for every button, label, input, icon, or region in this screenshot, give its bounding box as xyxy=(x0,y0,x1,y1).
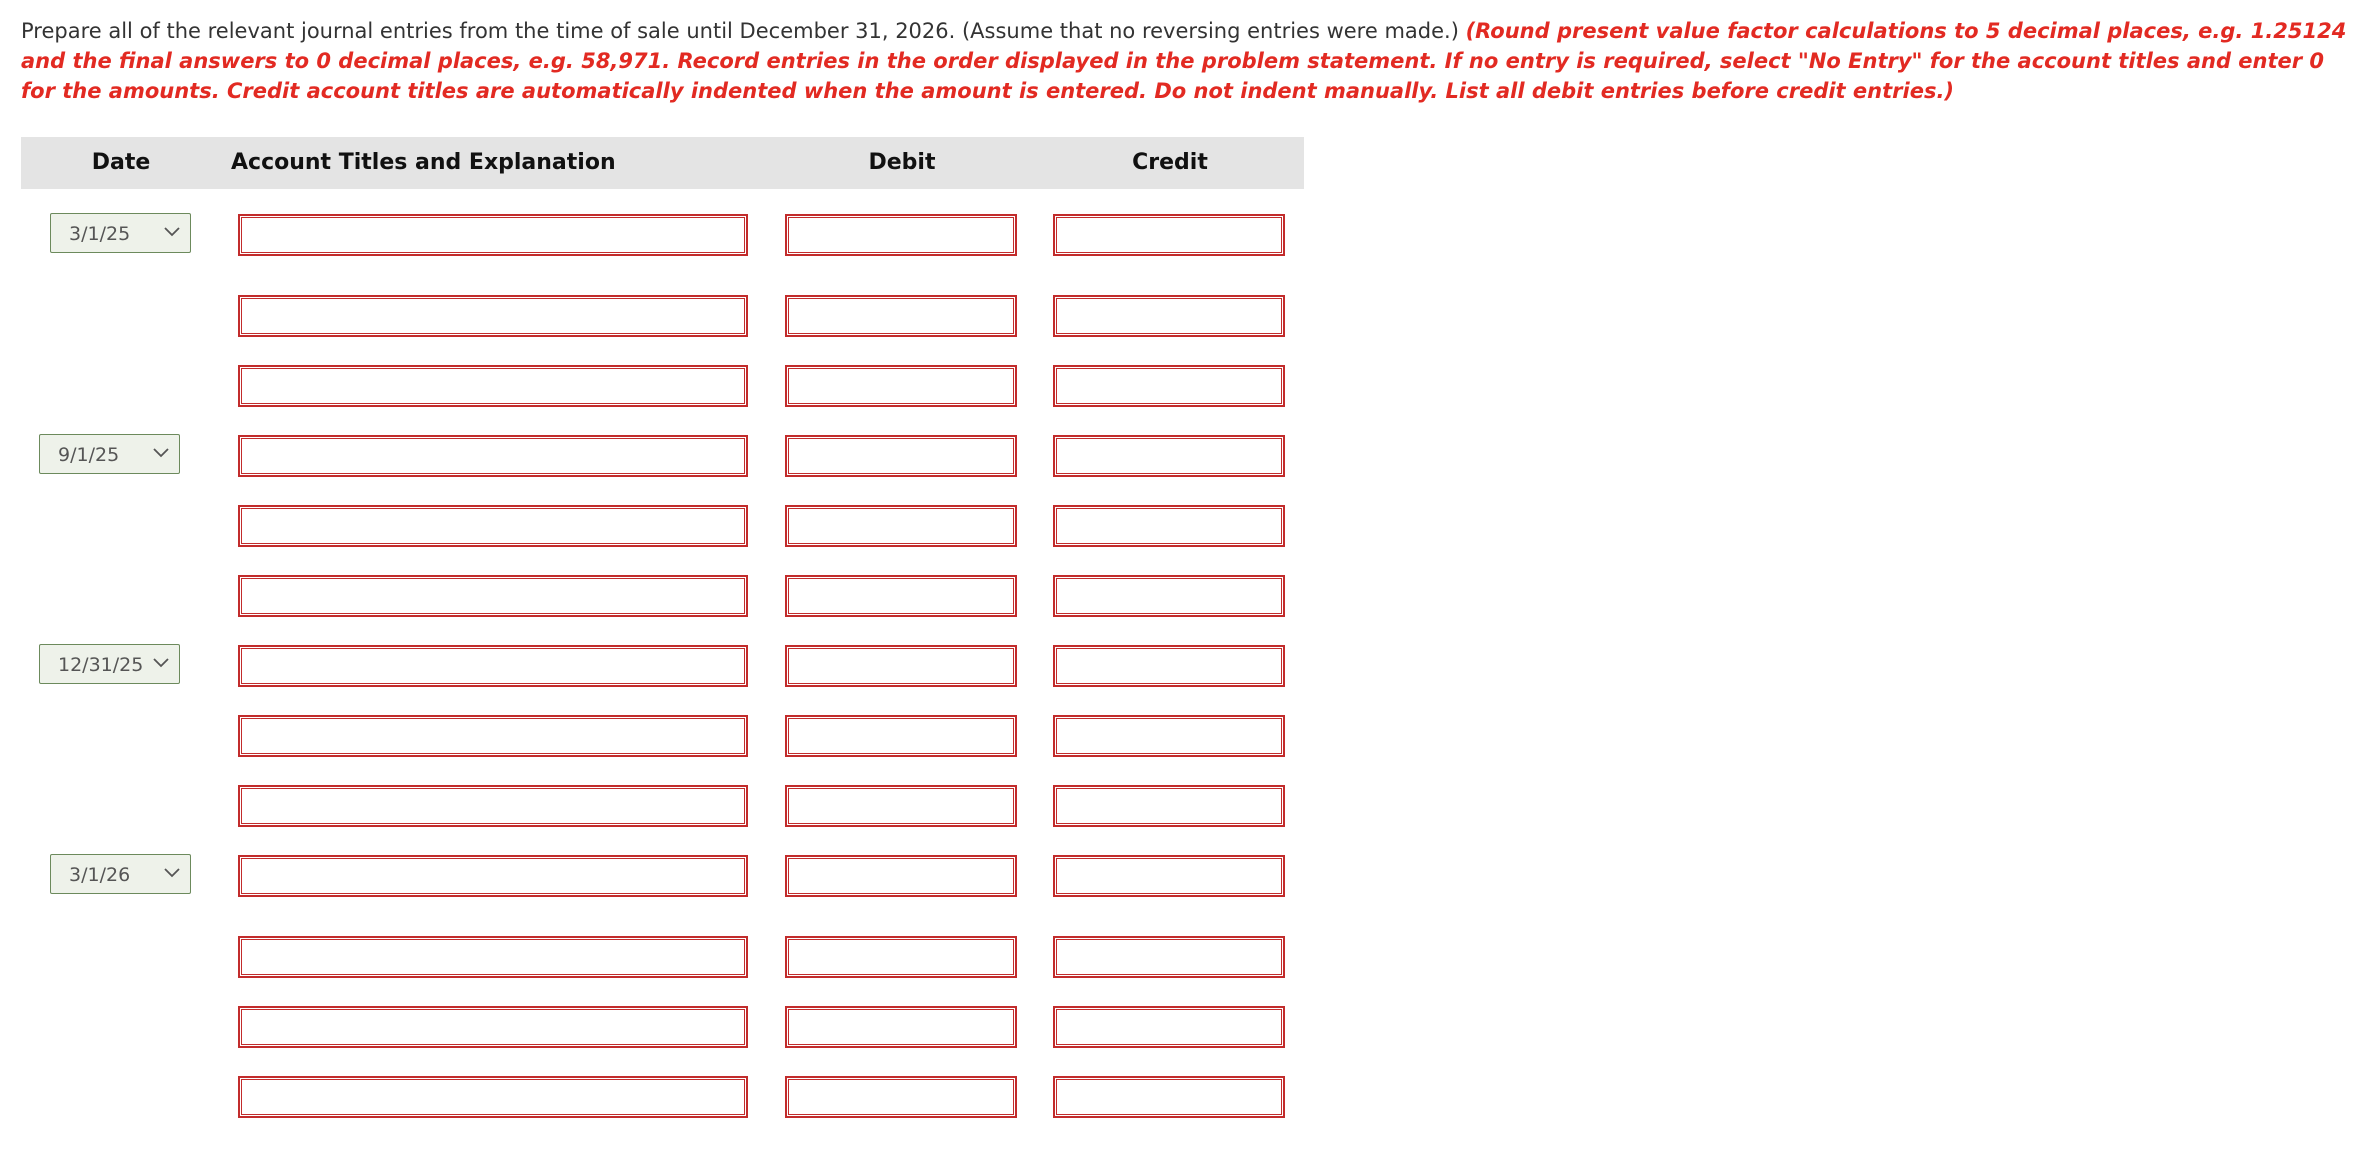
account-title-input[interactable] xyxy=(241,718,745,754)
credit-input[interactable] xyxy=(1056,217,1282,253)
debit-input-wrapper xyxy=(785,365,1017,407)
debit-input[interactable] xyxy=(788,648,1014,684)
table-row xyxy=(21,936,1304,978)
date-header: Date xyxy=(91,150,151,175)
table-row xyxy=(21,505,1304,547)
credit-input-wrapper xyxy=(1053,505,1285,547)
date-select-value: 3/1/25 xyxy=(69,223,131,245)
credit-input[interactable] xyxy=(1056,578,1282,614)
debit-input[interactable] xyxy=(788,788,1014,824)
debit-input[interactable] xyxy=(788,858,1014,894)
debit-input[interactable] xyxy=(788,1079,1014,1115)
credit-input[interactable] xyxy=(1056,648,1282,684)
credit-input[interactable] xyxy=(1056,508,1282,544)
account-title-input[interactable] xyxy=(241,217,745,253)
credit-input-wrapper xyxy=(1053,715,1285,757)
date-select[interactable] xyxy=(50,854,191,894)
account-title-input[interactable] xyxy=(241,1009,745,1045)
debit-input-wrapper xyxy=(785,1076,1017,1118)
account-title-input[interactable] xyxy=(241,1079,745,1115)
account-title-input-wrapper xyxy=(238,1006,748,1048)
account-title-input-wrapper xyxy=(238,214,748,256)
table-row xyxy=(21,295,1304,337)
credit-input-wrapper xyxy=(1053,575,1285,617)
account-title-input-wrapper xyxy=(238,365,748,407)
account-title-input[interactable] xyxy=(241,508,745,544)
table-row xyxy=(21,715,1304,757)
credit-input-wrapper xyxy=(1053,1006,1285,1048)
table-row xyxy=(21,435,1304,477)
credit-input[interactable] xyxy=(1056,718,1282,754)
date-select[interactable] xyxy=(39,644,180,684)
credit-input-wrapper xyxy=(1053,785,1285,827)
credit-input-wrapper xyxy=(1053,214,1285,256)
credit-input[interactable] xyxy=(1056,298,1282,334)
table-row xyxy=(21,365,1304,407)
debit-input-wrapper xyxy=(785,295,1017,337)
account-title-input[interactable] xyxy=(241,648,745,684)
instructions-emphasis: (Round present value factor calculations to 5 decimal places, e.g. 1.25124 and the final answers to 0 decimal places, e.g. 58,971. Record entries in the order displayed in the problem statement. If no entry is required, select "No Entry" for the account titles and enter 0 for the amounts. Credit account titles are automatically indented when the amount is entered. Do not indent manually. List all debit entries before credit entries.) xyxy=(21,19,2347,103)
account-title-input-wrapper xyxy=(238,1076,748,1118)
credit-input[interactable] xyxy=(1056,438,1282,474)
table-row xyxy=(21,214,1304,256)
debit-input-wrapper xyxy=(785,575,1017,617)
account-title-input[interactable] xyxy=(241,858,745,894)
date-select-value: 3/1/26 xyxy=(69,864,131,886)
table-row xyxy=(21,1076,1304,1118)
debit-input-wrapper xyxy=(785,645,1017,687)
account-title-input[interactable] xyxy=(241,298,745,334)
date-select-value: 9/1/25 xyxy=(58,444,120,466)
chevron-down-icon xyxy=(153,657,169,669)
debit-input[interactable] xyxy=(788,368,1014,404)
credit-input-wrapper xyxy=(1053,645,1285,687)
table-row xyxy=(21,575,1304,617)
date-select[interactable] xyxy=(50,213,191,253)
account-title-input[interactable] xyxy=(241,438,745,474)
account-title-input-wrapper xyxy=(238,435,748,477)
account-title-input-wrapper xyxy=(238,936,748,978)
credit-input[interactable] xyxy=(1056,1079,1282,1115)
account-title-input-wrapper xyxy=(238,295,748,337)
debit-input[interactable] xyxy=(788,438,1014,474)
account-title-input-wrapper xyxy=(238,785,748,827)
debit-input-wrapper xyxy=(785,1006,1017,1048)
debit-input[interactable] xyxy=(788,217,1014,253)
credit-input-wrapper xyxy=(1053,855,1285,897)
table-row xyxy=(21,785,1304,827)
debit-input-wrapper xyxy=(785,715,1017,757)
credit-input-wrapper xyxy=(1053,435,1285,477)
account-title-input-wrapper xyxy=(238,575,748,617)
credit-header: Credit xyxy=(1132,150,1208,175)
debit-input-wrapper xyxy=(785,505,1017,547)
credit-input[interactable] xyxy=(1056,788,1282,824)
debit-input-wrapper xyxy=(785,785,1017,827)
debit-input[interactable] xyxy=(788,1009,1014,1045)
credit-input-wrapper xyxy=(1053,295,1285,337)
credit-input[interactable] xyxy=(1056,858,1282,894)
debit-input[interactable] xyxy=(788,298,1014,334)
account-title-input-wrapper xyxy=(238,855,748,897)
credit-input[interactable] xyxy=(1056,939,1282,975)
credit-input-wrapper xyxy=(1053,936,1285,978)
debit-input-wrapper xyxy=(785,855,1017,897)
account-title-input[interactable] xyxy=(241,578,745,614)
account-title-input[interactable] xyxy=(241,368,745,404)
credit-input-wrapper xyxy=(1053,1076,1285,1118)
debit-input[interactable] xyxy=(788,578,1014,614)
debit-header: Debit xyxy=(868,150,936,175)
instructions-text: Prepare all of the relevant journal entries from the time of sale until December 31, 2026. (Assume that no reversing entries were made.) xyxy=(21,19,1466,43)
account-title-input[interactable] xyxy=(241,788,745,824)
credit-input[interactable] xyxy=(1056,1009,1282,1045)
debit-input[interactable] xyxy=(788,508,1014,544)
chevron-down-icon xyxy=(164,867,180,879)
table-row xyxy=(21,1006,1304,1048)
account-titles-header: Account Titles and Explanation xyxy=(231,150,616,175)
credit-input[interactable] xyxy=(1056,368,1282,404)
debit-input-wrapper xyxy=(785,435,1017,477)
debit-input[interactable] xyxy=(788,939,1014,975)
table-row xyxy=(21,645,1304,687)
debit-input[interactable] xyxy=(788,718,1014,754)
debit-input-wrapper xyxy=(785,214,1017,256)
instructions xyxy=(21,16,2351,106)
journal-entry-table xyxy=(21,137,1304,886)
debit-input-wrapper xyxy=(785,936,1017,978)
account-title-input-wrapper xyxy=(238,505,748,547)
account-title-input[interactable] xyxy=(241,939,745,975)
table-row xyxy=(21,855,1304,897)
chevron-down-icon xyxy=(164,226,180,238)
account-title-input-wrapper xyxy=(238,715,748,757)
credit-input-wrapper xyxy=(1053,365,1285,407)
table-header xyxy=(21,137,1304,189)
date-select[interactable] xyxy=(39,434,180,474)
chevron-down-icon xyxy=(153,447,169,459)
date-select-value: 12/31/25 xyxy=(58,654,144,676)
account-title-input-wrapper xyxy=(238,645,748,687)
